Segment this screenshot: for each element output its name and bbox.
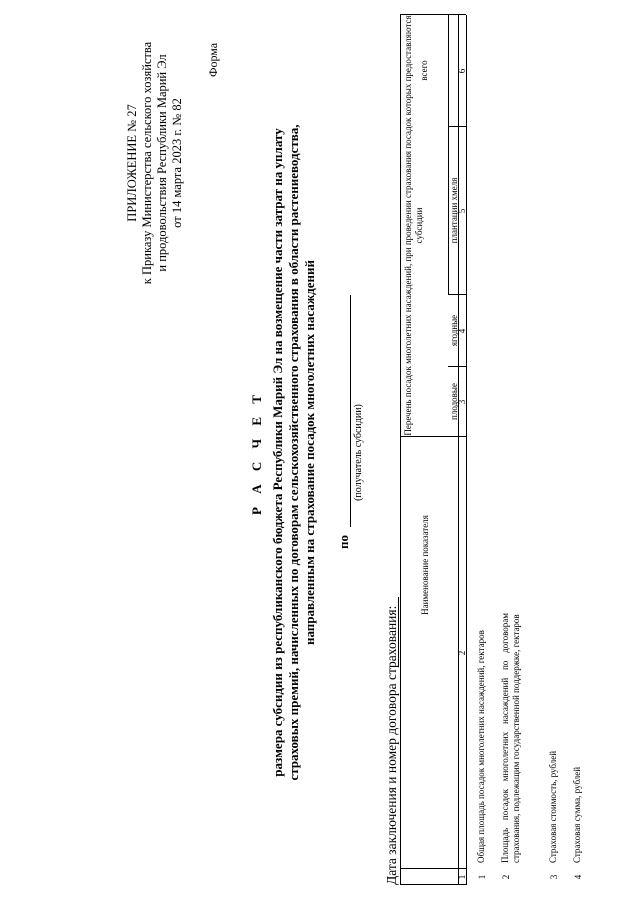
po-label: по bbox=[336, 535, 351, 549]
table-col-line bbox=[400, 884, 466, 885]
contract-row bbox=[385, 606, 399, 885]
table-row-label: Площадь посадок многолетних насаждений по договорам страхования, подлежащим государственной поддержке, гектаров bbox=[500, 613, 521, 863]
indicator-table bbox=[400, 15, 635, 885]
col-number: 1 bbox=[457, 874, 467, 880]
col-header-group: Перечень посадок многолетних насаждений, при проведении страхования посадок которых предоставляются субсидии bbox=[403, 15, 424, 436]
appendix-block bbox=[125, 33, 185, 293]
recipient-fill-line[interactable] bbox=[350, 295, 351, 527]
col-header-fruit: плодовые bbox=[449, 383, 459, 420]
table-col-line bbox=[400, 436, 466, 437]
table-border-top bbox=[400, 15, 401, 885]
table-row-label: Страховая сумма, рублей bbox=[572, 766, 582, 863]
contract-label: Дата заключения и номер договора страхования: bbox=[384, 605, 399, 885]
heading-line: направленным на страхование посадок многолетних насаждений bbox=[302, 260, 317, 646]
appendix-line: и продовольствия Республики Марий Эл bbox=[155, 54, 169, 272]
table-row-number: 4 bbox=[573, 874, 583, 880]
table-row-number: 1 bbox=[477, 874, 487, 880]
table-row-number: 2 bbox=[501, 874, 511, 880]
col-header-berry: ягодные bbox=[449, 314, 459, 347]
appendix-line: ПРИЛОЖЕНИЕ № 27 bbox=[125, 104, 139, 222]
table-row-label: Страховая стоимость, рублей bbox=[548, 750, 558, 863]
form-label: Форма bbox=[206, 42, 220, 77]
heading-line: страховых премий, начисленных по договорам сельскохозяйственного страхования в области растениеводства, bbox=[286, 124, 301, 781]
document-heading bbox=[270, 50, 318, 855]
col-number: 6 bbox=[457, 68, 467, 74]
col-header-name: Наименование показателя bbox=[420, 515, 430, 615]
col-header-total: всего bbox=[419, 60, 429, 81]
col-number: 5 bbox=[457, 208, 467, 214]
col-number: 3 bbox=[457, 399, 467, 405]
table-row-label: Общая площадь посадок многолетних насаждений, гектаров bbox=[476, 630, 486, 863]
appendix-line: от 14 марта 2023 г. № 82 bbox=[170, 98, 184, 228]
col-number: 4 bbox=[457, 328, 467, 334]
appendix-line: к Приказу Министерства сельского хозяйства bbox=[140, 41, 154, 285]
table-row-number: 3 bbox=[549, 874, 559, 880]
col-number: 2 bbox=[457, 650, 467, 656]
recipient-caption: (получатель субсидии) bbox=[353, 404, 364, 501]
heading-line: размера субсидии из республиканского бюджета Республики Марий Эл на возмещение части затрат на уплату bbox=[270, 128, 285, 777]
document-title: Р А С Ч Е Т bbox=[249, 390, 264, 515]
col-header-hop: плантации хмеля bbox=[449, 177, 459, 244]
table-col-line bbox=[400, 868, 466, 869]
contract-fill-line[interactable] bbox=[398, 597, 399, 667]
